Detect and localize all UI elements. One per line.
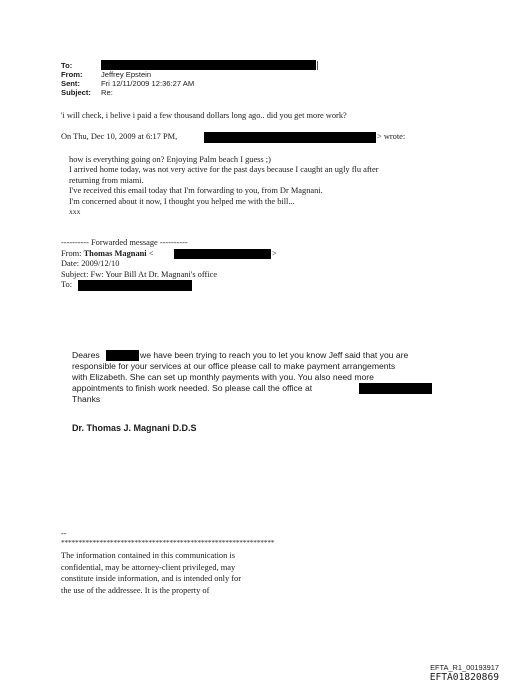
forwarded-header xyxy=(61,238,321,296)
sent-value: Fri 12/11/2009 12:36:27 AM xyxy=(101,79,195,88)
footer-dash: -- xyxy=(61,529,67,538)
signature: Dr. Thomas J. Magnani D.D.S xyxy=(72,423,197,433)
forwarded-date: Date: 2009/12/10 xyxy=(61,259,120,269)
from-value: Jeffrey Epstein xyxy=(101,70,152,79)
disclaimer-line: confidential, may be attorney-client privileged, may xyxy=(61,562,236,572)
subject-value: Re: xyxy=(101,88,113,97)
letter-line xyxy=(72,383,472,394)
forwarded-from-row xyxy=(61,249,321,260)
forwarded-to-row xyxy=(61,280,321,291)
redaction-box xyxy=(359,383,432,394)
letter-line4: appointments to finish work needed. So please call the office at xyxy=(72,383,313,393)
disclaimer-line: The information contained in this communication is xyxy=(61,551,235,560)
sent-label: Sent: xyxy=(61,79,80,88)
redaction-box xyxy=(106,350,139,361)
salutation: Deares xyxy=(72,350,100,360)
forwarded-subject: Subject: Fw: Your Bill At Dr. Magnani's office xyxy=(61,269,218,279)
letter-line: responsible for your services at our office please call to make payment arrangements xyxy=(72,361,396,371)
forwarded-from-name: Thomas Magnani xyxy=(83,248,147,258)
email-header xyxy=(61,61,281,101)
quoted-line: I've received this email today that I'm forwarding to you, from Dr Magnani. xyxy=(69,186,323,196)
redaction-box xyxy=(204,132,376,143)
quoted-line: how is everything going on? Enjoying Palm beach I guess ;) xyxy=(69,155,271,164)
quoted-line: returning from miami. xyxy=(69,175,144,185)
redaction-box xyxy=(101,60,316,70)
quote-intro-suffix: > wrote: xyxy=(377,132,406,141)
footer-stars: ************************************************************* xyxy=(61,538,275,547)
disclaimer-line: the use of the addressee. It is the property of xyxy=(61,585,210,595)
from-label: From: xyxy=(61,70,83,79)
redaction-box xyxy=(78,280,192,291)
forwarded-from-open: < xyxy=(148,248,154,258)
letter-line: with Elizabeth. She can set up monthly payments with you. You also need more xyxy=(72,372,374,382)
to-label: To: xyxy=(61,61,73,70)
redaction-box xyxy=(174,249,271,259)
forwarded-from-close: > xyxy=(272,248,277,258)
forwarded-from-label: From: xyxy=(61,248,82,258)
bates-number-1: EFTA_R1_00193917 xyxy=(430,663,499,672)
disclaimer xyxy=(61,550,241,596)
quoted-line: I arrived home today, was not very active for the past days because I caught an ugly flu after xyxy=(69,165,379,175)
subject-label: Subject: xyxy=(61,88,91,97)
letter-line1-rest: we have been trying to reach you to let you know Jeff said that you are xyxy=(140,350,409,360)
redaction-edge xyxy=(317,61,318,70)
quote-intro xyxy=(61,132,461,144)
bates-number-2: EFTA01820869 xyxy=(429,672,499,683)
letter-line: Thanks xyxy=(72,394,101,404)
quoted-line: I'm concerned about it now, I thought you helped me with the bill... xyxy=(69,196,295,206)
disclaimer-line: constitute inside information, and is intended only for xyxy=(61,574,242,583)
quoted-message xyxy=(69,155,378,217)
letter-line xyxy=(72,350,472,361)
reply-text: 'i will check, i belive i paid a few thousand dollars long ago.. did you get more work? xyxy=(61,111,347,120)
quoted-line: xxx xyxy=(69,207,81,217)
quote-intro-prefix: On Thu, Dec 10, 2009 at 6:17 PM, xyxy=(61,132,178,141)
forwarded-marker: ---------- Forwarded message ---------- xyxy=(61,238,188,247)
letter-body xyxy=(72,350,472,410)
forwarded-to-label: To: xyxy=(61,280,73,290)
